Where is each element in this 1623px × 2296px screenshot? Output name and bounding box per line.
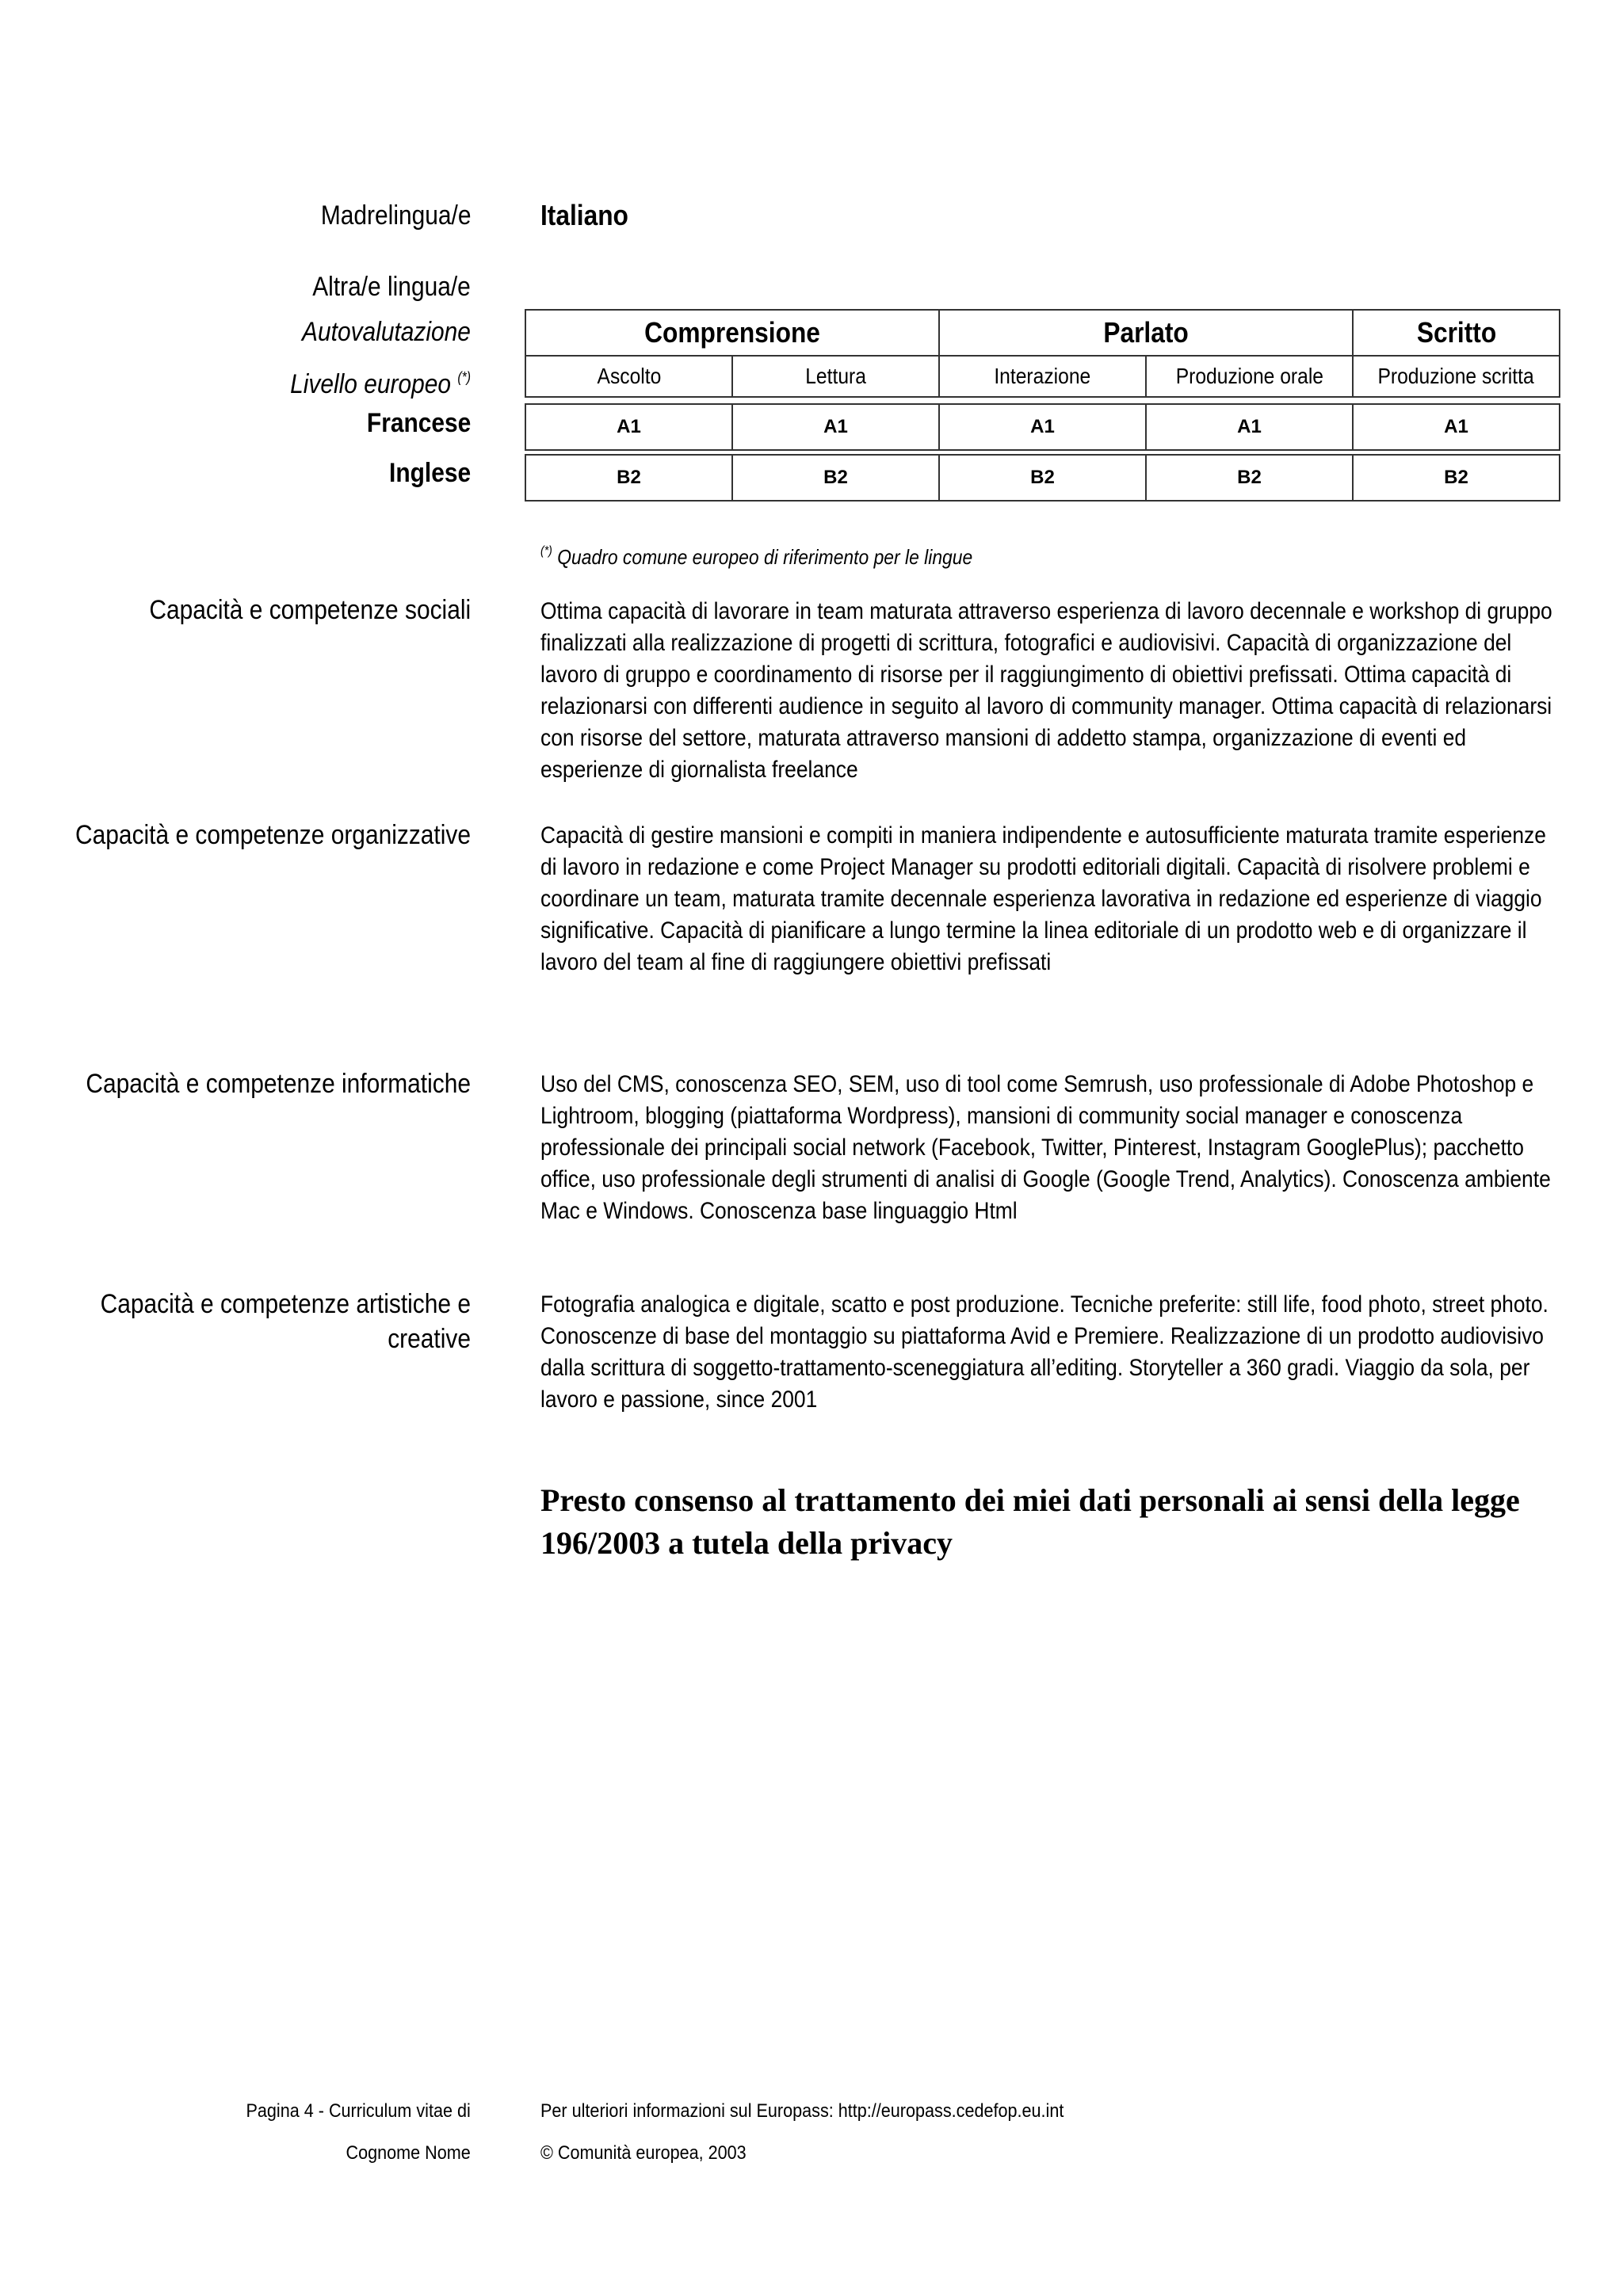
section-label-artistic: Capacità e competenze artistiche e creative — [100, 1289, 471, 1354]
level-cell: A1 — [732, 404, 939, 450]
footer-page-line2: Cognome Nome — [346, 2142, 471, 2164]
privacy-consent: Presto consenso al trattamento dei miei dati personali ai sensi della legge 196/2003 a tutela della privacy — [540, 1482, 1520, 1561]
subheader-produzione-orale: Produzione orale — [1146, 356, 1353, 397]
cefr-footnote — [540, 537, 972, 571]
section-text-social: Ottima capacità di lavorare in team maturata attraverso esperienza di lavoro decennale e workshop di gruppo finalizzati alla realizzazione di progetti di scrittura, fotografici e audiovisivi. Capacità di organizzazione del lavoro di gruppo e coordinamento di risorse per il raggiungimento di obiettivi prefissati. Ottima capacità di relazionarsi con differenti audience in seguito al lavoro di community manager. Ottima capacità di relazionarsi con risorse del settore, maturata attraverso mansioni di addetto stampa, organizzazione di eventi ed esperienze di giornalista freelance — [540, 598, 1552, 783]
footer-page-line1: Pagina 4 - Curriculum vitae di — [246, 2100, 471, 2122]
footer-info-line2: © Comunità europea, 2003 — [540, 2142, 747, 2164]
level-cell: A1 — [1146, 404, 1353, 450]
section-label-social: Capacità e competenze sociali — [149, 595, 471, 625]
other-languages-label: Altra/e lingua/e — [312, 272, 471, 302]
table-row — [525, 455, 1560, 501]
language-name-francese: Francese — [366, 408, 471, 438]
section-label-computer: Capacità e competenze informatiche — [86, 1069, 471, 1099]
footer-info-line1: Per ulteriori informazioni sul Europass: http://europass.cedefop.eu.int — [540, 2100, 1064, 2122]
language-level-table-inglese — [525, 454, 1560, 502]
subheader-lettura: Lettura — [732, 356, 939, 397]
header-parlato: Parlato — [939, 310, 1353, 356]
table-row — [525, 404, 1560, 450]
european-level-label — [290, 360, 471, 402]
section-text-organizational: Capacità di gestire mansioni e compiti in maniera indipendente e autosufficiente maturata tramite esperienze di lavoro in redazione e come Project Manager su prodotti editoriali digitali. Capacità di risolvere problemi e coordinare un team, maturata tramite decennale esperienza lavorativa in redazione ed esperienze di viaggio significative. Capacità di pianificare a lungo termine la linea editoriale di un prodotto web e di organizzare il lavoro del team al fine di raggiungere obiettivi prefissati — [540, 822, 1546, 975]
section-text-computer: Uso del CMS, conoscenza SEO, SEM, uso di tool come Semrush, uso professionale di Adobe Photoshop e Lightroom, blogging (piattaforma Wordpress), mansioni di community social manager e conoscenza professionale dei principali social network (Facebook, Twitter, Pinterest, Instagram GooglePlus); pacchetto office, uso professionale degli strumenti di analisi di Google (Google Trend, Analytics). Conoscenza ambiente Mac e Windows. Conoscenza base linguaggio Html — [540, 1071, 1551, 1224]
section-label-organizational: Capacità e competenze organizzative — [75, 820, 471, 850]
subheader-interazione: Interazione — [939, 356, 1146, 397]
footnote-text: Quadro comune europeo di riferimento per le lingue — [557, 545, 973, 569]
self-assessment-label: Autovalutazione — [302, 317, 471, 347]
subheader-produzione-scritta: Produzione scritta — [1353, 356, 1560, 397]
level-cell: B2 — [1353, 455, 1560, 501]
level-cell: B2 — [525, 455, 732, 501]
language-level-table-francese — [525, 403, 1560, 451]
mother-tongue-value: Italiano — [540, 199, 628, 231]
level-cell: B2 — [1146, 455, 1353, 501]
table-subheader-row — [525, 356, 1560, 397]
european-level-marker: (*) — [457, 369, 471, 385]
header-scritto: Scritto — [1353, 310, 1560, 356]
level-cell: A1 — [525, 404, 732, 450]
level-cell: B2 — [939, 455, 1146, 501]
section-text-artistic: Fotografia analogica e digitale, scatto e post produzione. Tecniche preferite: still life, food photo, street photo. Conoscenze di base del montaggio su piattaforma Avid e Premiere. Realizzazione di un prodotto audiovisivo dalla scrittura di soggetto-trattamento-sceneggiatura all’editing. Storyteller a 360 gradi. Viaggio da sola, per lavoro e passione, since 2001 — [540, 1291, 1549, 1413]
language-name-inglese: Inglese — [388, 458, 471, 488]
level-cell: A1 — [1353, 404, 1560, 450]
level-cell: A1 — [939, 404, 1146, 450]
header-comprensione: Comprensione — [525, 310, 939, 356]
european-level-text: Livello europeo — [290, 369, 451, 399]
table-header-row — [525, 310, 1560, 356]
footnote-marker: (*) — [540, 544, 552, 558]
language-table — [525, 309, 1560, 398]
level-cell: B2 — [732, 455, 939, 501]
subheader-ascolto: Ascolto — [525, 356, 732, 397]
mother-tongue-label: Madrelingua/e — [320, 200, 471, 231]
